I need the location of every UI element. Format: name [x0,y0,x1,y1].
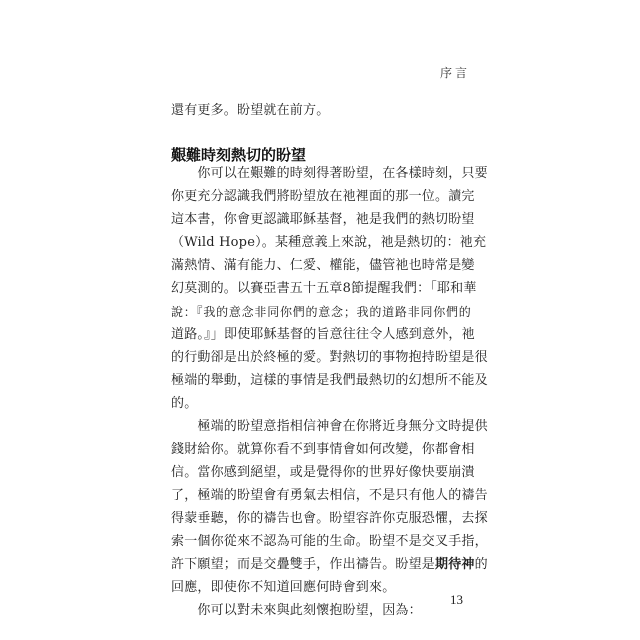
intro-line: 還有更多。盼望就在前方。 [171,103,330,118]
text-line: 了，極端的盼望會有勇氣去相信，不是只有他人的禱告 [171,488,488,503]
text-line: 道路。』」即使耶穌基督的旨意往往令人感到意外，祂 [171,327,475,342]
text-line: 的行動卻是出於終極的愛。對熱切的事物抱持盼望是很 [171,350,488,365]
text-line: 的。 [171,396,198,411]
text-line: 回應，即使你不知道回應何時會到來。 [171,580,396,595]
section-heading: 艱難時刻熱切的盼望 [171,146,307,164]
page-number: 13 [450,592,463,607]
text-line: 極端的舉動，這樣的事情是我們最熱切的幻想所不能及 [171,373,488,388]
text-line-with-emphasis: 許下願望；而是交疊雙手，作出禱告。盼望是期待神的 [171,557,488,572]
text-line: 信。當你感到絕望，或是覺得你的世界好像快要崩潰 [171,465,475,480]
quote-line: 說：『我的意念非同你們的意念；我的道路非同你們的 [171,305,471,319]
text-line: 你可以在艱難的時刻得著盼望，在各樣時刻，只要 [171,166,488,181]
text-line: 滿熱情、滿有能力、仁愛、權能，儘管祂也時常是變 [171,258,475,273]
text-line: 索一個你從來不認為可能的生命。盼望不是交叉手指， [171,534,488,549]
text-line: 錢財給你。就算你看不到事情會如何改變，你都會相 [171,442,475,457]
running-head: 序言 [440,66,471,80]
text-line: 得蒙垂聽，你的禱告也會。盼望容許你克服恐懼，去探 [171,511,488,526]
text-line: 這本書，你會更認識耶穌基督，祂是我們的熱切盼望 [171,212,475,227]
text-line: 幻莫測的。以賽亞書五十五章8節提醒我們：「耶和華 [171,281,477,296]
text-line: 你可以對未來與此刻懷抱盼望，因為： [171,603,422,618]
text-line: （Wild Hope）。某種意義上來說，祂是熱切的：祂充 [171,235,487,250]
emphasis-text: 期待神 [435,557,475,572]
text-line: 極端的盼望意指相信神會在你將近身無分文時提供 [171,419,488,434]
text-line: 你更充分認識我們將盼望放在祂裡面的那一位。讀完 [171,189,475,204]
